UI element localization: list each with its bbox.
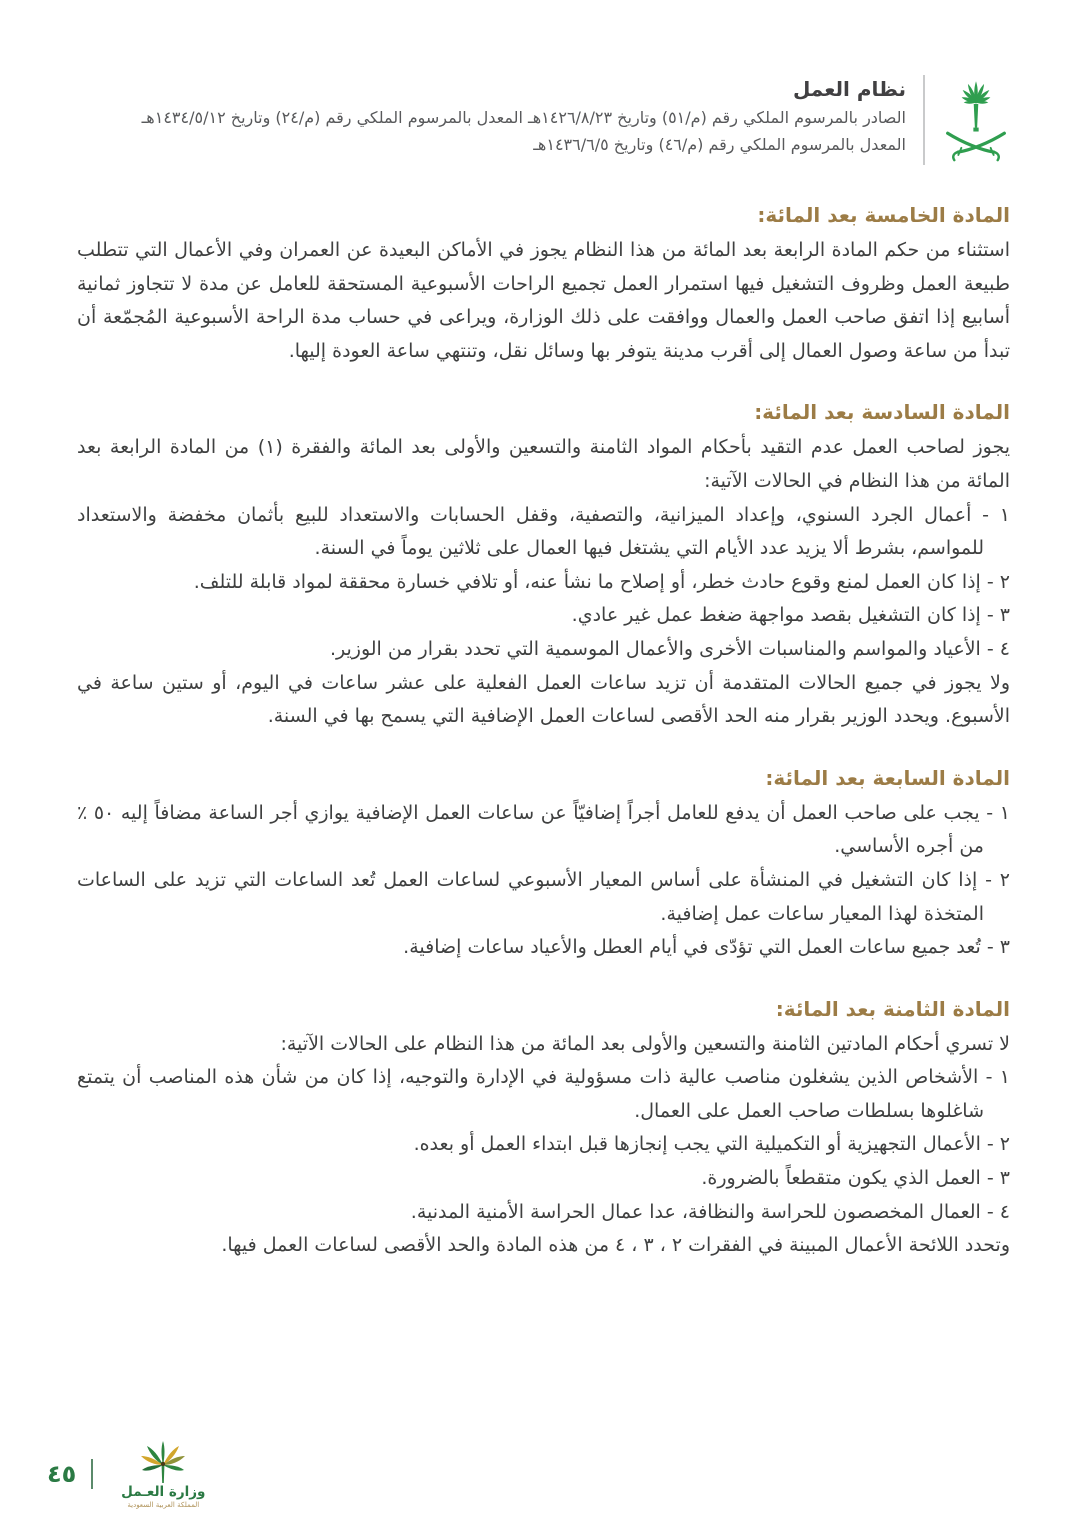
- article-108-item-1: ١ - الأشخاص الذين يشغلون مناصب عالية ذات مسؤولية في الإدارة والتوجيه، إذا كان من شأن هذه المناصب أن يتمتع شاغلوها بسلطات صاحب العمل على العمال.: [77, 1066, 1010, 1122]
- article-108-item-4: ٤ - العمال المخصصون للحراسة والنظافة، عدا عمال الحراسة الأمنية المدنية.: [410, 1200, 1010, 1223]
- saudi-palm-swords-emblem-icon: [942, 74, 1010, 166]
- page-number: ٤٥: [47, 1460, 77, 1488]
- footer-divider-bar: [91, 1459, 93, 1489]
- article-106-item-4: ٤ - الأعياد والمواسم والمناسبات الأخرى والأعمال الموسمية التي تحدد بقرار من الوزير.: [329, 637, 1010, 660]
- article-106-item-1: ١ - أعمال الجرد السنوي، وإعداد الميزانية، والتصفية، وقفل الحسابات والاستعداد للبيع بأثمان مخفضة والاستعداد للمواسم، بشرط ألا يزيد عدد الأيام التي يشتغل فيها العمال على ثلاثين يوماً في السنة.: [77, 503, 1010, 560]
- article-107-item-1: ١ - يجب على صاحب العمل أن يدفع للعامل أجراً إضافيّاً عن ساعات العمل الإضافية يوازي أجر الساعة مضافاً إليه ٥٠ ٪ من أجره الأساسي.: [77, 801, 1010, 858]
- article-108-item-2: ٢ - الأعمال التجهيزية أو التكميلية التي يجب إنجازها قبل ابتداء العمل أو بعده.: [413, 1133, 1010, 1156]
- article-105-section: [77, 200, 1010, 368]
- ministry-subtitle-label: المملكة العربية السعودية: [127, 1501, 200, 1509]
- article-105-paragraph: استثناء من حكم المادة الرابعة بعد المائة من هذا النظام يجوز في الأماكن البعيدة عن العمران وفي الأعمال التي تتطلب طبيعة العمل وظروف التشغيل فيها استمرار العمل تجميع الراحات الأسبوعية المستحقة للعامل عن مدة لا تتجاوز ثمانية أسابيع إذا اتفق صاحب العمل والعمال ووافقت على ذلك الوزارة، ويراعى في حساب مدة الراحة الأسبوعية المُجمّعة أن تبدأ من ساعة وصول العمال إلى أقرب مدينة يتوفر بها وسائل نقل، وتنتهي ساعة العودة إليها.: [77, 239, 1010, 362]
- document-header: [77, 74, 1010, 166]
- header-text-block: [142, 74, 906, 158]
- article-108-outro: وتحدد اللائحة الأعمال المبينة في الفقرات ٢ ، ٣ ، ٤ من هذه المادة والحد الأقصى لساعات العمل فيها.: [221, 1234, 1010, 1257]
- article-107-heading: المادة السابعة بعد المائة:: [765, 765, 1010, 790]
- document-subtitle-line2: المعدل بالمرسوم الملكي رقم (م/٤٦) وتاريخ ١٤٣٦/٦/٥هـ: [533, 135, 906, 154]
- article-108-item-3: ٣ - العمل الذي يكون متقطعاً بالضرورة.: [701, 1167, 1010, 1190]
- article-107-item-2: ٢ - إذا كان التشغيل في المنشأة على أساس المعيار الأسبوعي لساعات العمل تُعد الساعات التي تزيد على الساعات المتخذة لهذا المعيار ساعات عمل إضافية.: [77, 868, 1010, 925]
- article-106-item-2: ٢ - إذا كان العمل لمنع وقوع حادث خطر، أو إصلاح ما نشأ عنه، أو تلافي خسارة محققة لمواد قابلة للتلف.: [193, 570, 1010, 593]
- article-108-intro: لا تسري أحكام المادتين الثامنة والتسعين والأولى بعد المائة من هذا النظام على الحالات الآتية:: [280, 1032, 1010, 1055]
- article-106-section: [77, 397, 1010, 733]
- article-107-section: [77, 763, 1010, 965]
- article-107-item-3: ٣ - تُعد جميع ساعات العمل التي تؤدّى في أيام العطل والأعياد ساعات إضافية.: [403, 936, 1010, 959]
- article-108-heading: المادة الثامنة بعد المائة:: [775, 996, 1010, 1021]
- ministry-name-label: وزارة العـمل: [121, 1484, 206, 1500]
- article-106-heading: المادة السادسة بعد المائة:: [754, 400, 1010, 425]
- page-footer: [47, 1438, 218, 1510]
- article-106-intro: يجوز لصاحب العمل عدم التقيد بأحكام المواد الثامنة والتسعين والأولى بعد المائة والفقرة (١) من المادة الرابعة بعد المائة من هذا النظام في الحالات الآتية:: [77, 436, 1010, 492]
- article-105-heading: المادة الخامسة بعد المائة:: [757, 203, 1010, 227]
- document-body: [77, 200, 1010, 1263]
- article-106-item-3: ٣ - إذا كان التشغيل بقصد مواجهة ضغط عمل غير عادي.: [571, 604, 1010, 627]
- document-title: نظام العمل: [792, 77, 906, 101]
- document-subtitle-line1: الصادر بالمرسوم الملكي رقم (م/٥١) وتاريخ ١٤٢٦/٨/٢٣هـ المعدل بالمرسوم الملكي رقم (م/٢٤) وتاريخ ١٤٣٤/٥/١٢هـ: [141, 108, 906, 127]
- ministry-of-labor-logo: [108, 1438, 218, 1510]
- header-divider: [923, 75, 925, 165]
- article-108-section: [77, 994, 1010, 1263]
- ministry-palm-icon: [139, 1438, 187, 1484]
- article-106-outro: ولا يجوز في جميع الحالات المتقدمة أن تزيد ساعات العمل الفعلية على عشر ساعات في اليوم، أو ستين ساعة في الأسبوع. ويحدد الوزير بقرار منه الحد الأقصى لساعات العمل الإضافية التي يسمح بها في السنة.: [77, 671, 1010, 728]
